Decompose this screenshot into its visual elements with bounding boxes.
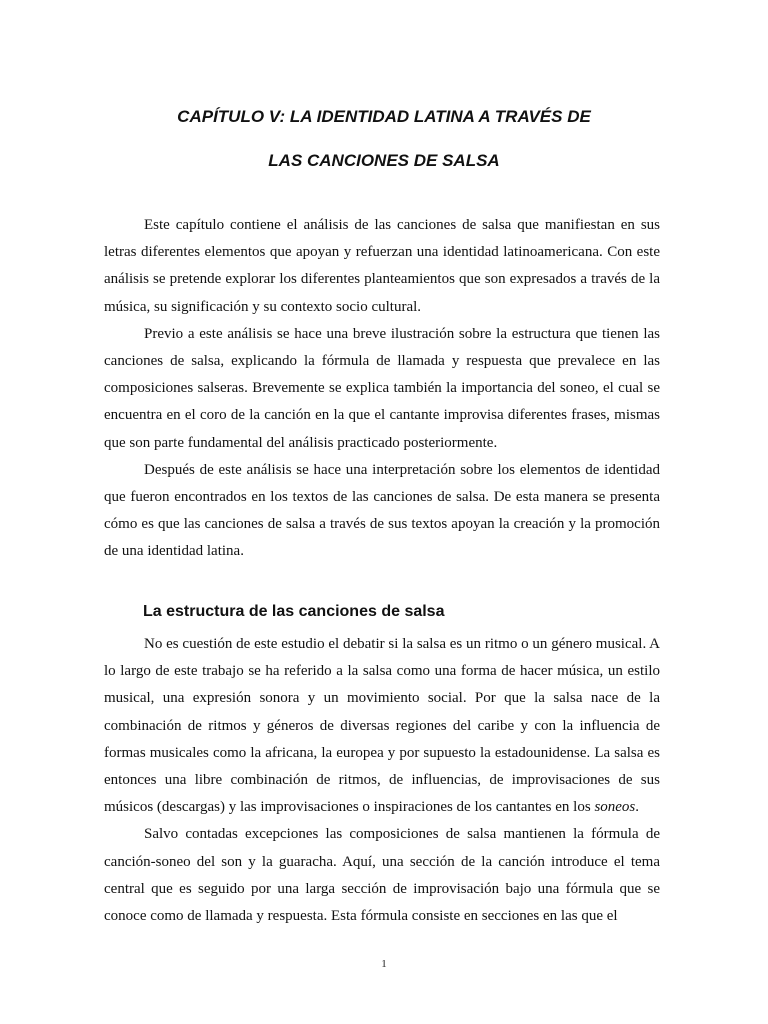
section-paragraph-1-text: No es cuestión de este estudio el debatir si la salsa es un ritmo o un género musical. A lo largo de este trabajo se ha referido a la salsa como una forma de hacer música, un estilo musical, una expresión sonora y un movimiento social. Por que la salsa nace de la combinación de ritmos y géneros de diversas regiones del caribe y con la influencia de formas musicales como la africana, la europea y por supuesto la estadounidense. La salsa es entonces una libre combinación de ritmos, de influencias, de improvisaciones de sus músicos (descargas) y las improvisaciones o inspiraciones de los cantantes en los bbox=[104, 636, 660, 816]
soneos-emphasis: soneos bbox=[594, 799, 636, 816]
intro-text-block bbox=[104, 212, 660, 566]
intro-paragraph-1: Este capítulo contiene el análisis de las canciones de salsa que manifiestan en sus letras diferentes elementos que apoyan y refuerzan una identidad latinoamericana. Con este análisis se pretende explorar los diferentes planteamientos que son expresados a través de la música, su significación y su contexto socio cultural. bbox=[104, 217, 660, 315]
chapter-title-line-2: LAS CANCIONES DE SALSA bbox=[268, 151, 500, 170]
page-number: 1 bbox=[381, 958, 387, 970]
section-text-block bbox=[104, 631, 660, 930]
section-paragraph-1-end: . bbox=[635, 799, 640, 816]
intro-paragraph-3: Después de este análisis se hace una interpretación sobre los elementos de identidad que fueron encontrados en los textos de las canciones de salsa. De esta manera se presenta cómo es que las canciones de salsa a través de sus textos apoyan la creación y la promoción de una identidad latina. bbox=[104, 461, 660, 560]
intro-paragraph-2: Previo a este análisis se hace una breve ilustración sobre la estructura que tienen las canciones de salsa, explicando la fórmula de llamada y respuesta que prevalece en las composiciones salseras. Brevemente se explica también la importancia del soneo, el cual se encuentra en el coro de la canción en la que el cantante improvisa diferentes frases, mismas que son parte fundamental del análisis practicado posteriormente. bbox=[104, 325, 660, 451]
section-heading: La estructura de las canciones de salsa bbox=[143, 603, 445, 620]
chapter-title-line-1: CAPÍTULO V: LA IDENTIDAD LATINA A TRAVÉS DE bbox=[177, 107, 591, 126]
section-paragraph-2: Salvo contadas excepciones las composiciones de salsa mantienen la fórmula de canción-soneo del son y la guaracha. Aquí, una sección de la canción introduce el tema central que es seguido por una larga sección de improvisación bajo una fórmula que se conoce como de llamada y respuesta. Esta fórmula consiste en secciones en las que el bbox=[104, 826, 660, 925]
section-paragraph-1 bbox=[104, 631, 660, 821]
